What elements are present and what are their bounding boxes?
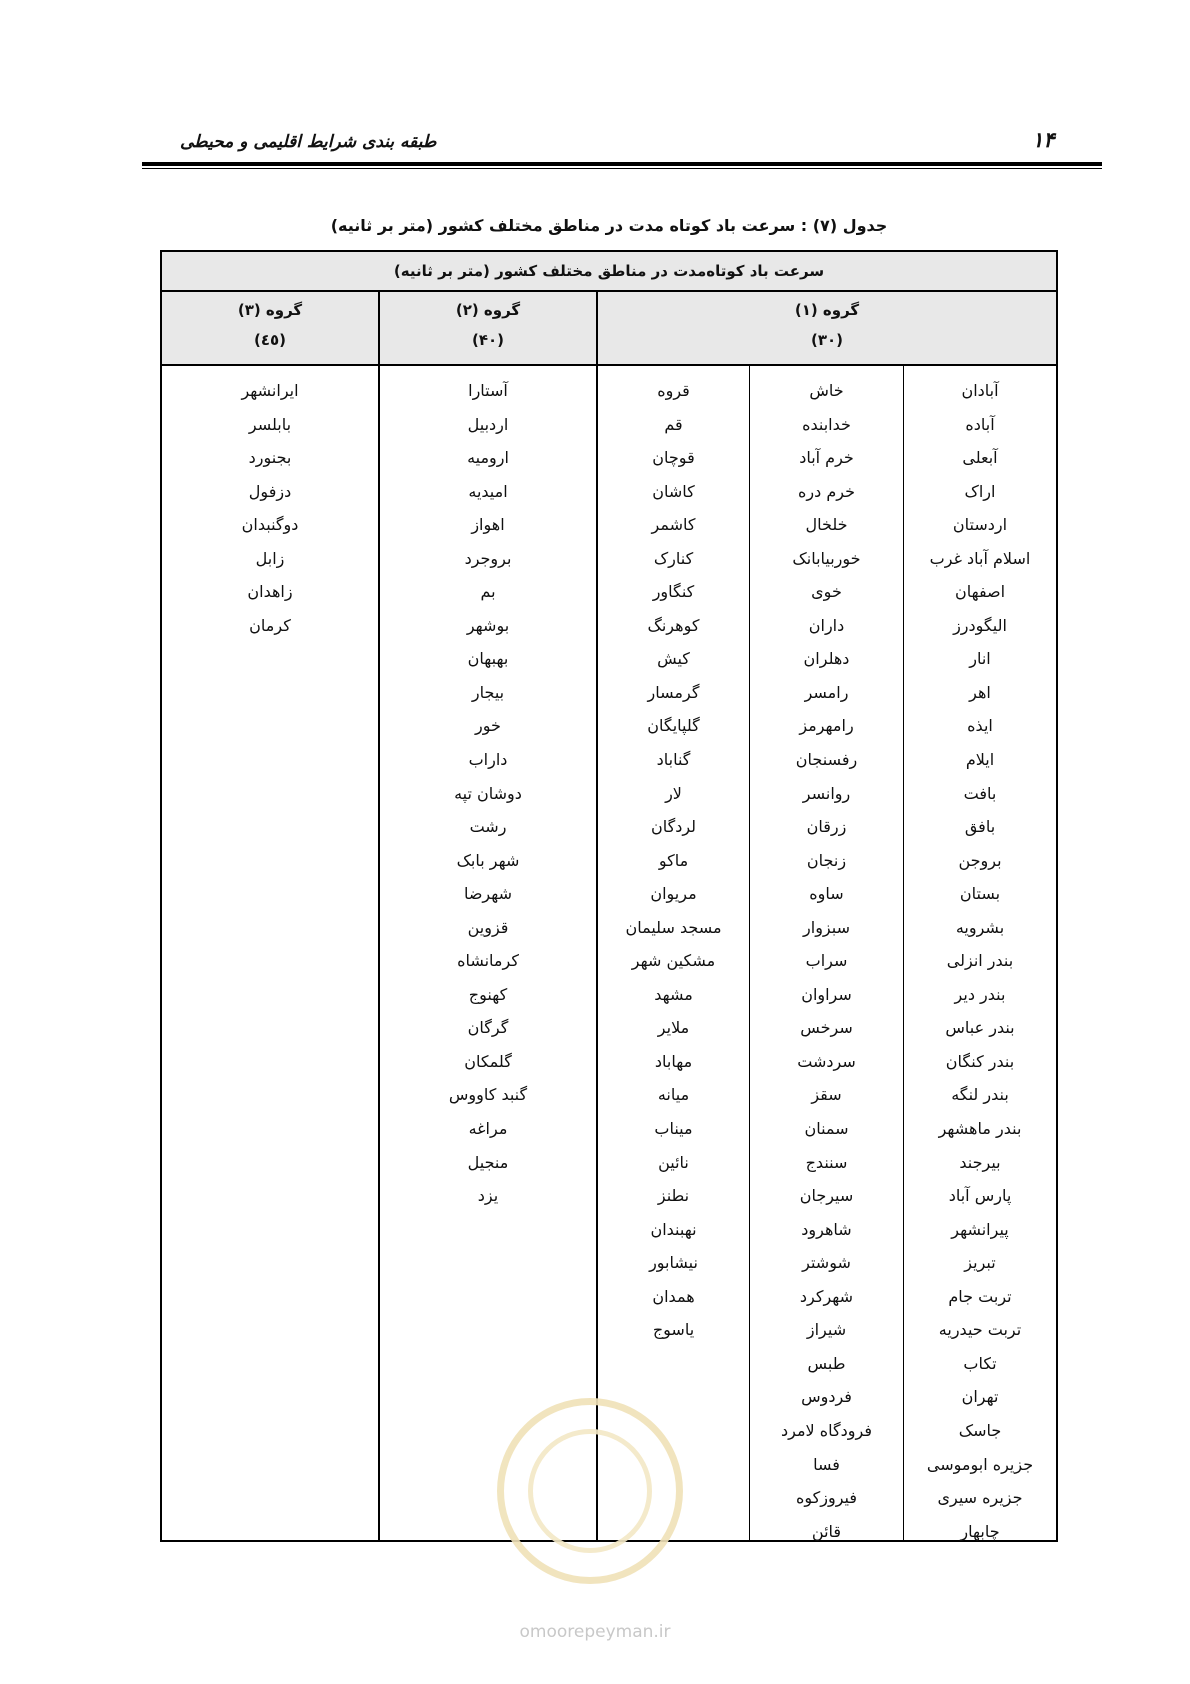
group2-list	[380, 374, 596, 1213]
city-cell: دهلران	[803, 649, 850, 669]
city-cell: سمنان	[804, 1119, 849, 1139]
city-cell: دزفول	[248, 481, 292, 501]
city-cell: بندر عباس	[945, 1018, 1015, 1038]
city-cell: اهر	[969, 682, 991, 702]
city-cell: ماکو	[658, 850, 689, 870]
city-cell: بستان	[959, 884, 1001, 904]
city-cell: چابهار	[960, 1521, 1000, 1541]
table-caption: جدول (۷) : سرعت باد کوتاه مدت در مناطق مختلف کشور (متر بر ثانیه)	[330, 216, 888, 235]
city-cell: تهران	[961, 1387, 999, 1407]
city-cell: الیگودرز	[953, 615, 1007, 635]
city-cell: تربت جام	[948, 1286, 1012, 1306]
city-cell: ایرانشهر	[241, 381, 299, 400]
city-cell: سنندج	[805, 1152, 848, 1172]
city-cell: سبزوار	[803, 917, 850, 937]
city-cell: آباده	[965, 414, 995, 434]
group1-header	[598, 292, 1056, 366]
city-cell: نهبندان	[650, 1219, 697, 1239]
city-cell: میانه	[657, 1085, 690, 1105]
header-rule	[142, 162, 1102, 166]
city-cell: بیرجند	[959, 1152, 1001, 1172]
city-cell: رشت	[469, 817, 507, 837]
city-cell: تبریز	[964, 1253, 996, 1273]
city-cell: گناباد	[656, 750, 691, 770]
city-cell: اردستان	[952, 515, 1008, 535]
city-cell: بافق	[964, 817, 996, 837]
city-cell: اردبیل	[467, 414, 509, 434]
city-cell: کرمانشاه	[457, 951, 519, 971]
city-cell: داراب	[468, 750, 508, 770]
city-cell: امیدیه	[468, 481, 508, 501]
city-cell: گلپایگان	[647, 716, 700, 736]
city-cell: بروجن	[958, 850, 1002, 870]
city-cell: بیجار	[471, 682, 505, 702]
city-cell: مریوان	[650, 884, 697, 904]
city-cell: قروه	[657, 381, 690, 400]
city-cell: فسا	[813, 1454, 840, 1474]
city-cell: زاهدان	[247, 582, 293, 602]
city-cell: رامهرمز	[799, 716, 854, 736]
city-cell: شاهرود	[801, 1219, 852, 1239]
city-cell: پارس آباد	[948, 1186, 1012, 1206]
city-cell: خرم آباد	[799, 448, 854, 468]
city-cell: بهبهان	[467, 649, 509, 669]
city-cell: کرمان	[249, 615, 291, 635]
city-cell: نیشابور	[649, 1253, 698, 1273]
city-cell: ایلام	[965, 750, 995, 770]
city-cell: فرودگاه لامرد	[781, 1420, 872, 1440]
city-cell: شوشتر	[802, 1253, 851, 1273]
city-cell: یاسوج	[652, 1320, 695, 1340]
city-cell: مشکین شهر	[631, 951, 716, 971]
city-cell: گرگان	[467, 1018, 509, 1038]
running-title: طبقه بندی شرایط اقلیمی و محیطی	[180, 132, 437, 152]
group1-speed: (۳۰)	[810, 331, 844, 349]
city-cell: آستارا	[468, 381, 508, 400]
group3-list	[162, 374, 378, 642]
city-cell: میناب	[654, 1119, 693, 1139]
city-cell: گنبد کاووس	[448, 1085, 528, 1105]
group3-label: گروه (۳)	[237, 301, 303, 319]
city-cell: خوی	[811, 582, 842, 602]
page-header	[142, 128, 1102, 168]
city-cell: شیراز	[806, 1320, 847, 1340]
city-cell: مراغه	[468, 1119, 508, 1139]
city-cell: بندر ماهشهر	[938, 1119, 1022, 1139]
city-cell: ملایر	[657, 1018, 690, 1038]
watermark-url: omoorepeyman.ir	[519, 1622, 671, 1642]
city-cell: سراب	[805, 951, 848, 971]
city-cell: اهواز	[471, 515, 505, 535]
city-cell: فردوس	[801, 1387, 852, 1407]
city-cell: بجنورد	[248, 448, 292, 468]
city-cell: انار	[969, 649, 991, 669]
city-cell: لردگان	[650, 817, 697, 837]
city-cell: کهنوج	[468, 984, 508, 1004]
city-cell: ایذه	[967, 716, 993, 736]
city-cell: یزد	[477, 1186, 499, 1206]
city-cell: خدابنده	[802, 414, 851, 434]
city-cell: آبعلی	[962, 448, 998, 468]
group1-label: گروه (۱)	[794, 301, 860, 319]
city-cell: بندر دیر	[954, 984, 1006, 1004]
city-cell: کنگاور	[652, 582, 695, 602]
city-cell: سرخس	[800, 1018, 853, 1038]
city-cell: گرمسار	[647, 682, 700, 702]
city-cell: خور	[475, 716, 501, 736]
city-cell: شهر بابک	[456, 850, 520, 870]
watermark-logo	[497, 1398, 683, 1584]
city-cell: سقز	[811, 1085, 842, 1105]
group1-list-col2	[750, 374, 903, 1548]
city-cell: آبادان	[961, 381, 999, 400]
group2-speed: (۴۰)	[471, 331, 505, 349]
group1-list-col3	[598, 374, 749, 1347]
city-cell: همدان	[652, 1286, 695, 1306]
city-cell: جزیره سیری	[937, 1488, 1023, 1508]
city-cell: خرم دره	[798, 481, 855, 501]
city-cell: بندر کنگان	[945, 1051, 1015, 1071]
city-cell: بوشهر	[466, 615, 510, 635]
city-cell: بندر انزلی	[946, 951, 1014, 971]
city-cell: شهرضا	[463, 884, 513, 904]
city-cell: جزیره ابوموسی	[926, 1454, 1034, 1474]
city-cell: قزوین	[467, 917, 509, 937]
city-cell: نطنز	[657, 1186, 690, 1206]
page-number: ۱۴	[1032, 128, 1055, 152]
city-cell: تربت حیدریه	[938, 1320, 1022, 1340]
city-cell: زابل	[255, 548, 285, 568]
city-cell: اسلام آباد غرب	[929, 548, 1031, 568]
city-cell: زرقان	[806, 817, 847, 837]
wind-speed-table	[160, 250, 1058, 1542]
city-cell: بندر لنگه	[951, 1085, 1009, 1105]
city-cell: تکاب	[963, 1353, 997, 1373]
city-cell: خوربیابانک	[792, 548, 861, 568]
city-cell: زنجان	[806, 850, 847, 870]
city-cell: بافت	[963, 783, 997, 803]
city-cell: منجیل	[467, 1152, 509, 1172]
city-cell: خاش	[809, 381, 844, 400]
city-cell: بشرویه	[955, 917, 1005, 937]
city-cell: پیرانشهر	[951, 1219, 1009, 1239]
group3-header	[162, 292, 378, 366]
city-cell: خلخال	[805, 515, 848, 535]
city-cell: کوهرنگ	[647, 615, 700, 635]
city-cell: کاشان	[652, 481, 695, 501]
city-cell: فیروزکوه	[795, 1488, 858, 1508]
city-cell: کنارک	[653, 548, 694, 568]
header-rule-thin	[142, 168, 1102, 169]
city-cell: لار	[665, 783, 682, 803]
city-cell: دوشان تپه	[454, 783, 522, 803]
city-cell: طبس	[807, 1353, 846, 1373]
city-cell: سراوان	[801, 984, 852, 1004]
city-cell: قم	[664, 414, 683, 434]
city-cell: ارومیه	[467, 448, 509, 468]
city-cell: ساوه	[809, 884, 844, 904]
city-cell: مسجد سلیمان	[625, 917, 722, 937]
city-cell: جاسک	[958, 1420, 1002, 1440]
city-cell: رفسنجان	[795, 750, 858, 770]
city-cell: نائین	[658, 1152, 689, 1172]
city-cell: داران	[808, 615, 845, 635]
city-cell: قوچان	[652, 448, 695, 468]
city-cell: کاشمر	[651, 515, 696, 535]
city-cell: گلمکان	[464, 1051, 512, 1071]
city-cell: قائن	[811, 1521, 842, 1541]
group1-list-col1	[904, 374, 1056, 1548]
city-cell: سیرجان	[799, 1186, 854, 1206]
city-cell: مهاباد	[654, 1051, 693, 1071]
group2-label: گروه (۲)	[455, 301, 521, 319]
city-cell: شهرکرد	[799, 1286, 854, 1306]
city-cell: رامسر	[804, 682, 849, 702]
city-cell: سردشت	[797, 1051, 856, 1071]
group2-header	[380, 292, 596, 366]
city-cell: بابلسر	[248, 414, 292, 434]
city-cell: بم	[480, 582, 496, 602]
city-cell: اصفهان	[954, 582, 1006, 602]
city-cell: اراک	[964, 481, 996, 501]
city-cell: کیش	[657, 649, 690, 669]
city-cell: بروجرد	[464, 548, 512, 568]
city-cell: دوگنبدان	[241, 515, 299, 535]
group3-speed: (٤٥)	[253, 331, 287, 349]
city-cell: روانسر	[802, 783, 851, 803]
city-cell: مشهد	[654, 984, 693, 1004]
table-title: سرعت باد کوتاه‌مدت در مناطق مختلف کشور (متر بر ثانیه)	[162, 252, 1056, 292]
